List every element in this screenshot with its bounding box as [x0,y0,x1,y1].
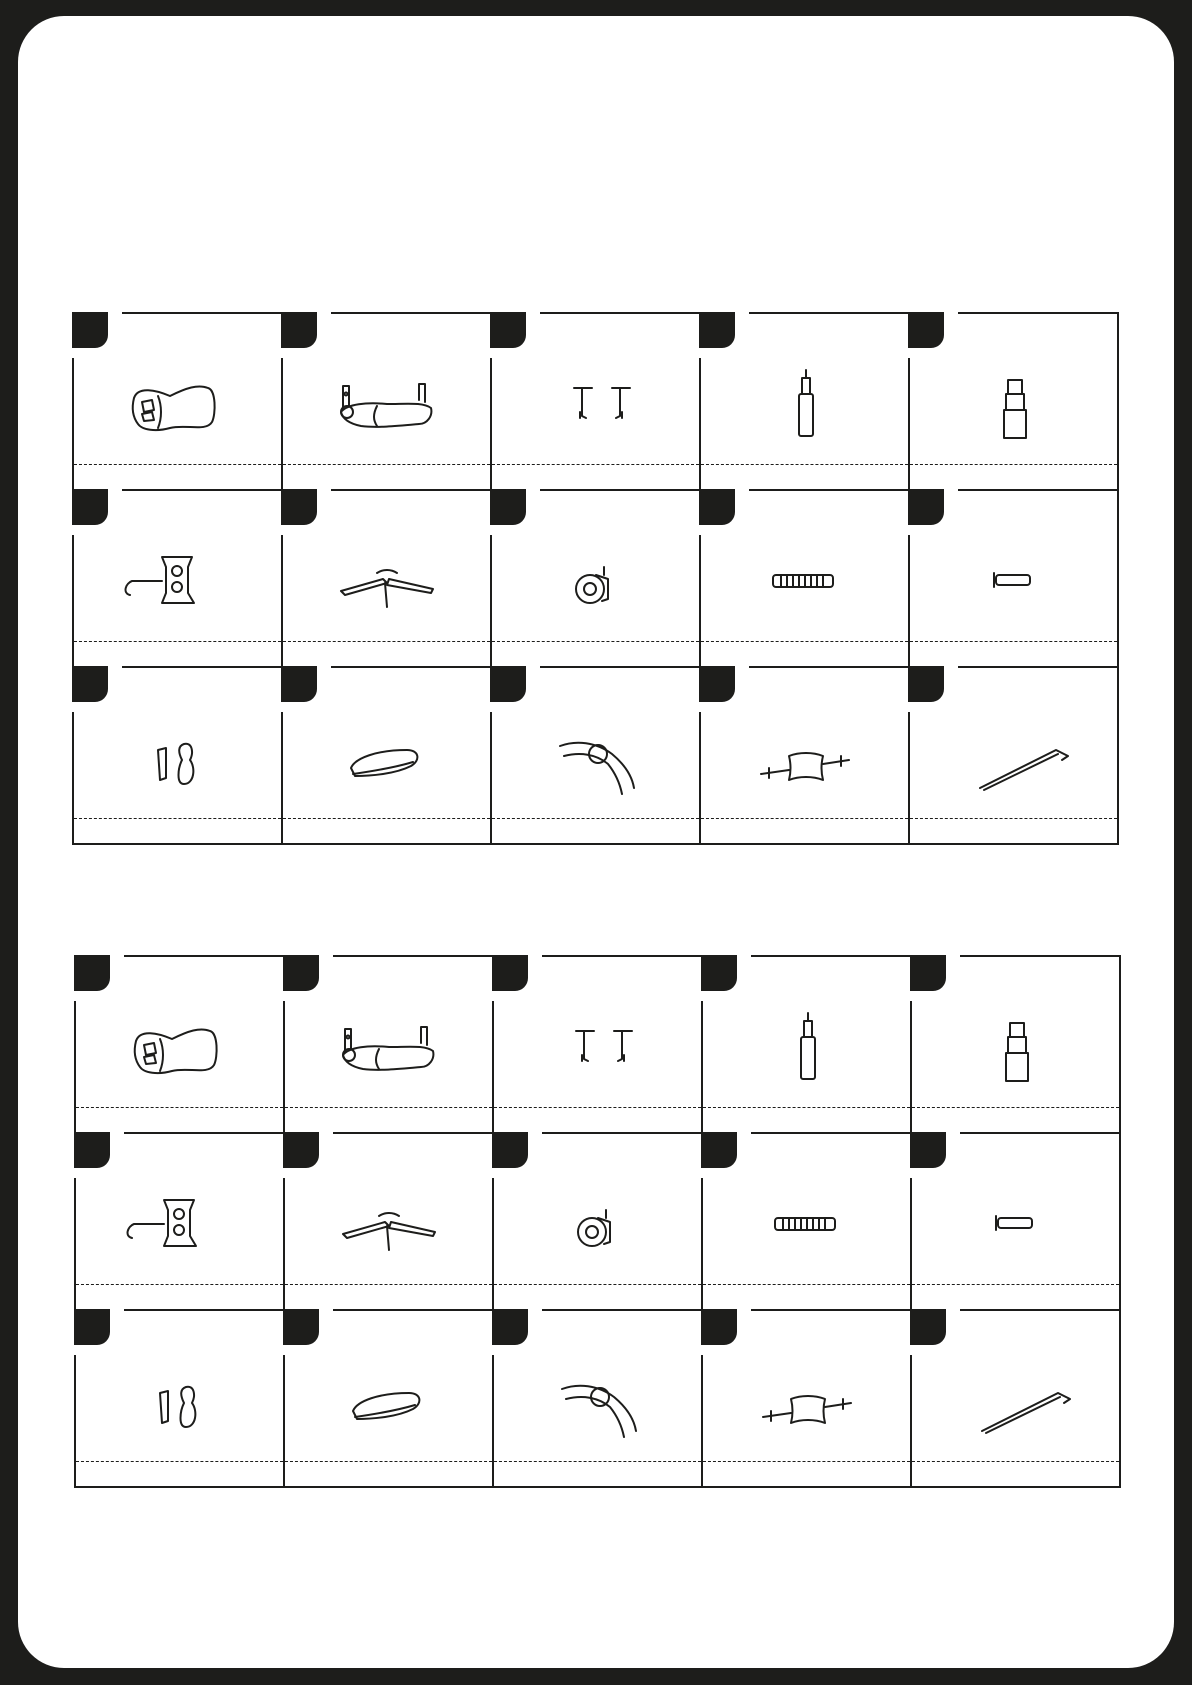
label-dashed-line [285,1107,492,1108]
label-dashed-line [74,818,281,819]
part-number-badge [492,1132,528,1168]
part-cell [72,312,281,489]
border-gap [279,348,287,358]
border-gap [735,310,749,318]
border-gap [490,1168,498,1178]
part-cell [492,955,701,1132]
part-cell [701,1132,910,1309]
border-gap [526,664,540,672]
border-gap [490,991,498,1001]
part-number-badge [910,1309,946,1345]
tilt-mechanism-icon [98,527,258,637]
border-gap [281,1168,289,1178]
caster-wheel-icon [516,527,676,637]
side-cover-pair-icon [100,1347,260,1457]
part-number-badge [701,1132,737,1168]
border-gap [70,525,78,535]
border-gap [319,1307,333,1315]
border-gap [528,1307,542,1315]
five-star-base-icon [307,527,467,637]
part-number-badge [72,666,108,702]
parts-table-1 [72,312,1119,845]
label-dashed-line [494,1284,701,1285]
part-number-badge [490,666,526,702]
part-cell [72,489,281,666]
part-cell [74,955,283,1132]
border-gap [944,664,958,672]
part-number-badge [908,489,944,525]
border-gap [737,1307,751,1315]
part-number-badge [490,312,526,348]
cylinder-cover-icon [936,993,1096,1103]
allen-key-icon [934,704,1094,814]
border-gap [110,1307,124,1315]
part-number-badge [908,666,944,702]
part-cell [908,489,1117,666]
side-cover-pair-icon [98,704,258,814]
label-dashed-line [74,464,281,465]
headrest-pillow-icon [309,1347,469,1457]
border-gap [944,487,958,495]
page-edge-mark [1146,1666,1174,1685]
label-dashed-line [910,818,1117,819]
label-dashed-line [494,1107,701,1108]
part-cell [910,1309,1119,1486]
cable-clip-icon [516,704,676,814]
border-gap [108,310,122,318]
label-dashed-line [910,464,1117,465]
headrest-pillow-icon [307,704,467,814]
part-number-badge [281,489,317,525]
label-dashed-line [494,1461,701,1462]
border-gap [906,525,914,535]
part-cell [701,1309,910,1486]
label-dashed-line [76,1107,283,1108]
seat-back-icon [98,350,258,460]
border-gap [908,1168,916,1178]
part-cell [490,666,699,843]
border-gap [699,991,707,1001]
label-dashed-line [74,641,281,642]
five-star-base-icon [309,1170,469,1280]
short-bolt-icon [934,527,1094,637]
part-number-badge [701,1309,737,1345]
part-cell [910,955,1119,1132]
long-bolt-icon [725,527,885,637]
part-number-badge [908,312,944,348]
border-gap [737,1130,751,1138]
border-gap [946,1130,960,1138]
border-gap [697,525,705,535]
seat-back-icon [100,993,260,1103]
label-dashed-line [912,1284,1119,1285]
cable-clip-icon [518,1347,678,1457]
armrest-pair-icon [518,993,678,1103]
border-gap [108,664,122,672]
label-dashed-line [703,1284,910,1285]
border-gap [946,953,960,961]
border-gap [908,991,916,1001]
part-number-badge [490,489,526,525]
border-gap [281,1345,289,1355]
border-gap [488,348,496,358]
border-gap [699,1168,707,1178]
border-gap [735,487,749,495]
part-cell [699,489,908,666]
label-dashed-line [701,464,908,465]
border-gap [108,487,122,495]
label-dashed-line [283,641,490,642]
part-cell [908,312,1117,489]
border-gap [697,348,705,358]
label-dashed-line [285,1284,492,1285]
border-gap [319,953,333,961]
border-gap [110,1130,124,1138]
parts-table-2 [74,955,1121,1488]
lumbar-pillow-icon [725,704,885,814]
part-cell [908,666,1117,843]
border-gap [526,310,540,318]
border-gap [110,953,124,961]
border-gap [319,1130,333,1138]
border-gap [317,664,331,672]
tilt-mechanism-icon [100,1170,260,1280]
border-gap [906,348,914,358]
label-dashed-line [912,1461,1119,1462]
allen-key-icon [936,1347,1096,1457]
label-dashed-line [492,641,699,642]
part-number-badge [74,955,110,991]
label-dashed-line [283,464,490,465]
part-cell [281,666,490,843]
part-cell [701,955,910,1132]
part-number-badge [699,666,735,702]
part-cell [72,666,281,843]
part-number-badge [281,666,317,702]
part-cell [699,666,908,843]
label-dashed-line [701,641,908,642]
part-cell [492,1132,701,1309]
long-bolt-icon [727,1170,887,1280]
part-cell [490,489,699,666]
border-gap [72,1168,80,1178]
part-cell [74,1309,283,1486]
border-gap [490,1345,498,1355]
part-cell [283,1132,492,1309]
part-number-badge [283,955,319,991]
part-number-badge [910,1132,946,1168]
part-number-badge [910,955,946,991]
part-cell [281,489,490,666]
border-gap [488,702,496,712]
label-dashed-line [285,1461,492,1462]
border-gap [528,1130,542,1138]
part-number-badge [492,955,528,991]
lumbar-pillow-icon [727,1347,887,1457]
border-gap [317,310,331,318]
border-gap [526,487,540,495]
border-gap [488,525,496,535]
part-number-badge [283,1309,319,1345]
armrest-pair-icon [516,350,676,460]
part-cell [281,312,490,489]
short-bolt-icon [936,1170,1096,1280]
part-number-badge [74,1309,110,1345]
part-number-badge [283,1132,319,1168]
part-number-badge [72,312,108,348]
border-gap [279,702,287,712]
part-number-badge [699,312,735,348]
border-gap [317,487,331,495]
caster-wheel-icon [518,1170,678,1280]
label-dashed-line [283,818,490,819]
label-dashed-line [703,1107,910,1108]
border-gap [735,664,749,672]
label-dashed-line [492,818,699,819]
part-number-badge [281,312,317,348]
border-gap [72,1345,80,1355]
label-dashed-line [492,464,699,465]
seat-cushion-icon [309,993,469,1103]
border-gap [906,702,914,712]
label-dashed-line [912,1107,1119,1108]
border-gap [946,1307,960,1315]
border-gap [72,991,80,1001]
part-cell [74,1132,283,1309]
part-number-badge [492,1309,528,1345]
border-gap [70,348,78,358]
label-dashed-line [703,1461,910,1462]
seat-cushion-icon [307,350,467,460]
border-gap [697,702,705,712]
part-cell [492,1309,701,1486]
border-gap [70,702,78,712]
border-gap [737,953,751,961]
border-gap [281,991,289,1001]
part-number-badge [699,489,735,525]
cylinder-cover-icon [934,350,1094,460]
part-number-badge [701,955,737,991]
label-dashed-line [76,1461,283,1462]
border-gap [944,310,958,318]
border-gap [279,525,287,535]
border-gap [908,1345,916,1355]
part-number-badge [74,1132,110,1168]
label-dashed-line [701,818,908,819]
gas-lift-icon [727,993,887,1103]
part-cell [910,1132,1119,1309]
part-cell [283,1309,492,1486]
part-number-badge [72,489,108,525]
part-cell [699,312,908,489]
part-cell [283,955,492,1132]
gas-lift-icon [725,350,885,460]
label-dashed-line [910,641,1117,642]
border-gap [528,953,542,961]
border-gap [699,1345,707,1355]
label-dashed-line [76,1284,283,1285]
part-cell [490,312,699,489]
